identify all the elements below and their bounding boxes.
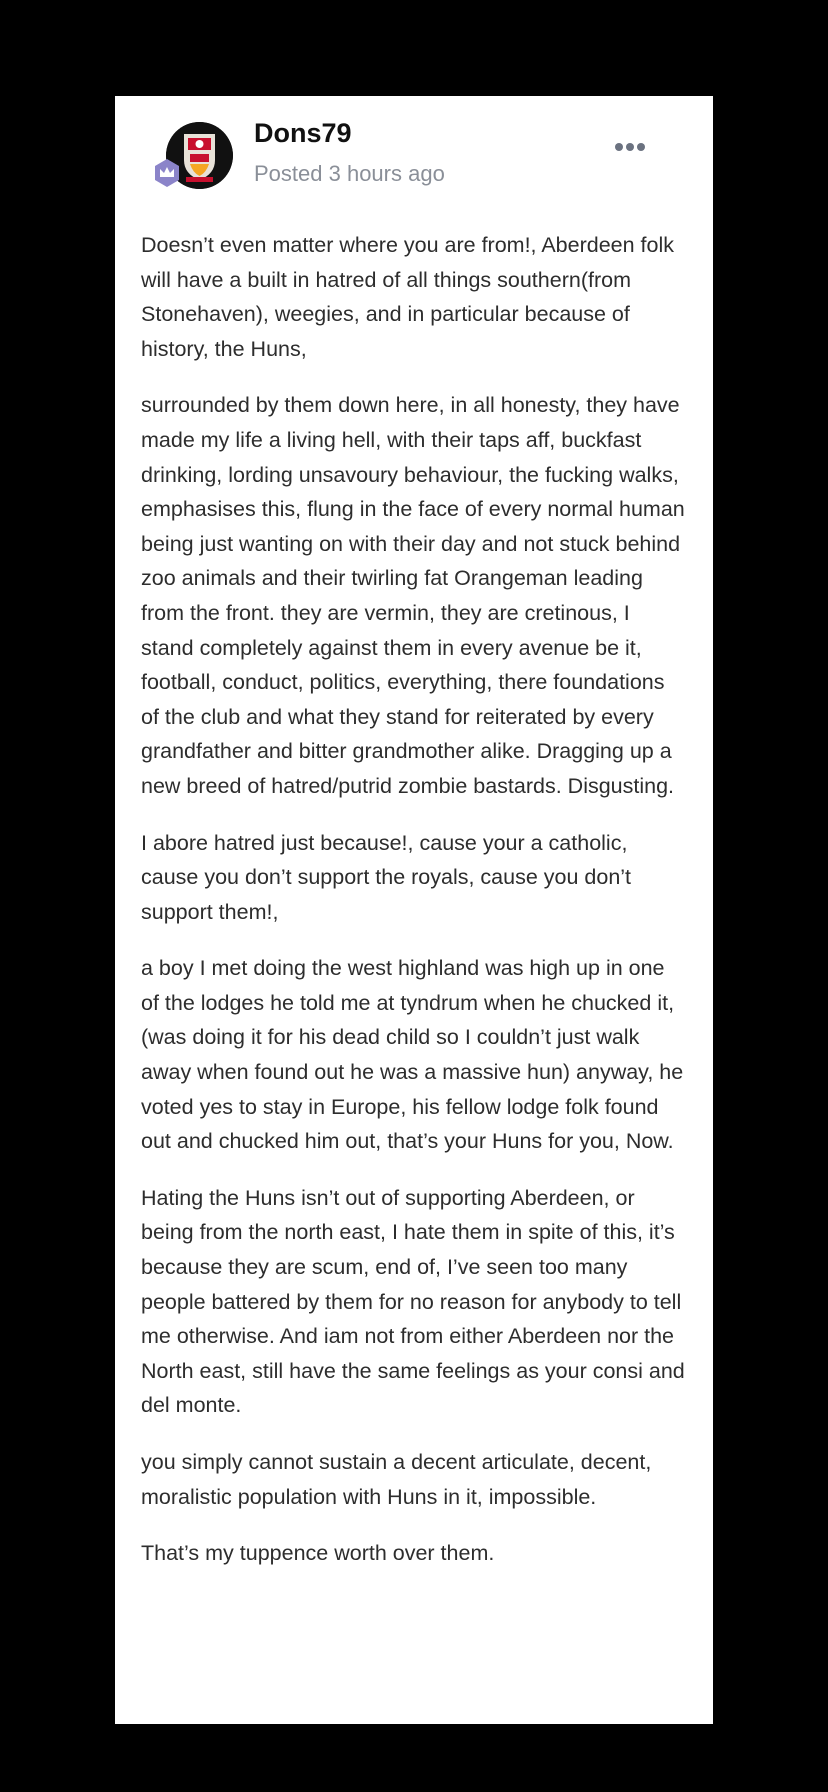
- post-paragraph: Doesn’t even matter where you are from!, Aberdeen folk will have a built in hatred of all things southern(from Stonehaven), weegies, and in particular because of history, the Huns,: [141, 233, 674, 361]
- post-header: [141, 96, 687, 216]
- post-paragraph: a boy I met doing the west highland was high up in one of the lodges he told me at tyndrum when he chucked it, (was doing it for his dead child so I couldn’t just walk away when found out he was a massive hun) anyway, he voted yes to stay in Europe, his fellow lodge folk found out and chucked him out, that’s your Huns for you, Now.: [141, 956, 684, 1154]
- post-paragraph: I abore hatred just because!, cause your a catholic, cause you don’t support the royals, cause you don’t support them!,: [141, 830, 632, 924]
- more-options-icon[interactable]: [615, 140, 645, 154]
- more-dot: [626, 143, 634, 151]
- post-body: [141, 216, 687, 1571]
- post-paragraph: Hating the Huns isn’t out of supporting Aberdeen, or being from the north east, I hate them in spite of this, it’s because they are scum, end of, I’ve seen too many people battered by them for no reason for anybody to tell me otherwise. And iam not from either Aberdeen nor the North east, still have the same feelings as your consi and del monte.: [141, 1185, 685, 1418]
- post-timestamp: Posted 3 hours ago: [254, 161, 445, 186]
- post-paragraph: That’s my tuppence worth over them.: [141, 1541, 495, 1566]
- post-card: [115, 96, 713, 1724]
- crown-badge-icon: [152, 158, 182, 188]
- post-paragraph: you simply cannot sustain a decent articulate, decent, moralistic population with Huns in it, impossible.: [141, 1450, 652, 1509]
- post-paragraph: surrounded by them down here, in all honesty, they have made my life a living hell, with their taps aff, buckfast drinking, lording unsavoury behaviour, the fucking walks, emphasises this, flung in the face of every normal human being just wanting on with their day and not stuck behind zoo animals and their twirling fat Orangeman leading from the front. they are vermin, they are cretinous, I stand completely against them in every avenue be it, football, conduct, politics, everything, there foundations of the club and what they stand for reiterated by every grandfather and bitter grandmother alike. Dragging up a new breed of hatred/putrid zombie bastards. Disgusting.: [141, 393, 685, 798]
- more-dot: [615, 143, 623, 151]
- author-name[interactable]: Dons79: [254, 118, 352, 148]
- more-dot: [637, 143, 645, 151]
